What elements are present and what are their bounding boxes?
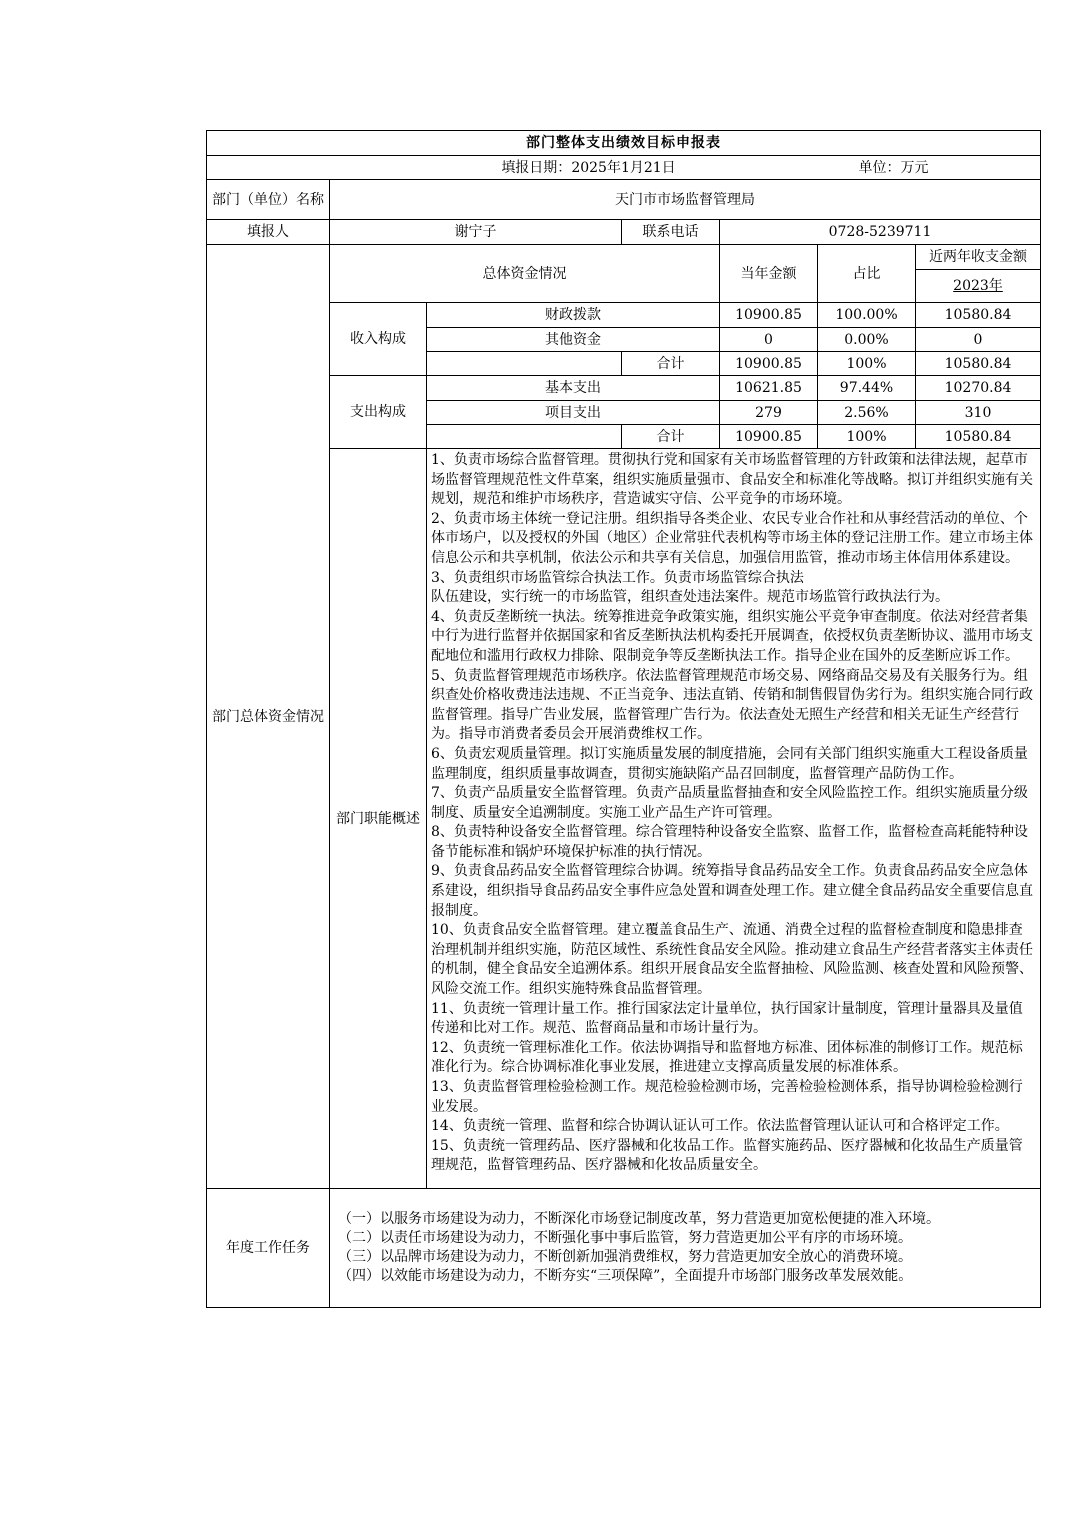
filler-name: 谢宁子 xyxy=(330,220,622,245)
fill-date-row xyxy=(207,156,1041,180)
duty-item: 13、负责监督管理检验检测工作。规范检验检测市场，完善检验检测体系，指导协调检验检测行业发展。 xyxy=(431,1079,1023,1115)
row-name: 财政拨款 xyxy=(427,303,720,328)
row-name: 其他资金 xyxy=(427,328,720,352)
row-amount: 10900.85 xyxy=(720,352,818,376)
row-amount: 10900.85 xyxy=(720,303,818,328)
phone-label: 联系电话 xyxy=(622,220,720,245)
duty-item: 10、负责食品安全监督管理。建立覆盖食品生产、流通、消费全过程的监督检查制度和隐患排查治理机制并组织实施，防范区域性、系统性食品安全风险。推动建立食品生产经营者落实主体责任的机制，健全食品安全追溯体系。组织开展食品安全监督抽检、风险监测、核查处置和风险预警、风险交流工作。组织实施特殊食品监督管理。 xyxy=(431,922,1033,998)
filler-label: 填报人 xyxy=(207,220,330,245)
row-name: 合计 xyxy=(622,425,720,449)
tasks-content xyxy=(330,1189,1041,1308)
task-item: （一）以服务市场建设为动力，不断深化市场登记制度改革，努力营造更加宽松便捷的准入环境。 xyxy=(338,1211,940,1227)
duty-item: 9、负责食品药品安全监督管理综合协调。统筹指导食品药品安全工作。负责食品药品安全应急体系建设，组织指导食品药品安全事件应急处置和调查处理工作。建立健全食品药品安全重要信息直报制度。 xyxy=(431,863,1033,919)
row-name: 项目支出 xyxy=(427,401,720,425)
duty-item: 3、负责组织市场监管综合执法工作。负责市场监管综合执法 xyxy=(431,569,804,586)
duties-content xyxy=(427,449,1041,1189)
duty-item: 5、负责监督管理规范市场秩序。依法监督管理规范市场交易、网络商品交易及有关服务行为。组织查处价格收费违法违规、不正当竞争、违法直销、传销和制售假冒伪劣行为。组织实施合同行政监督管理。指导广告业发展，监督管理广告行为。依法查处无照生产经营和相关无证生产经营行为。指导市消费者委员会开展消费维权工作。 xyxy=(431,667,1033,743)
col-amount-header: 当年金额 xyxy=(720,245,818,303)
duty-item: 11、负责统一管理计量工作。推行国家法定计量单位，执行国家计量制度，管理计量器具及量值传递和比对工作。规范、监督商品量和市场计量行为。 xyxy=(431,1000,1023,1037)
tasks-label: 年度工作任务 xyxy=(207,1189,330,1308)
row-name: 基本支出 xyxy=(427,376,720,401)
dept-name-label: 部门（单位）名称 xyxy=(207,180,330,220)
duty-item: 12、负责统一管理标准化工作。依法协调指导和监督地方标准、团体标准的制修订工作。规范标准化行为。综合协调标准化事业发展，推进建立支撑高质量发展的标准体系。 xyxy=(431,1039,1023,1076)
row-2023: 10580.84 xyxy=(916,352,1041,376)
funds-overview-header: 总体资金情况 xyxy=(330,245,720,303)
row-2023: 10580.84 xyxy=(916,425,1041,449)
row-2023: 310 xyxy=(916,401,1041,425)
phone-number: 0728-5239711 xyxy=(720,220,1041,245)
income-label: 收入构成 xyxy=(330,303,427,376)
row-ratio: 0.00% xyxy=(818,328,916,352)
row-2023: 10580.84 xyxy=(916,303,1041,328)
funds-section-label: 部门总体资金情况 xyxy=(207,245,330,1189)
col-ratio-header: 占比 xyxy=(818,245,916,303)
row-2023: 0 xyxy=(916,328,1041,352)
col-recent-header: 近两年收支金额 xyxy=(916,245,1041,270)
duty-item: 1、负责市场综合监督管理。贯彻执行党和国家有关市场监督管理的方针政策和法律法规，起草市场监督管理规范性文件草案，组织实施质量强市、食品安全和标准化等战略。拟订并组织实施有关规划，规范和维护市场秩序，营造诚实守信、公平竞争的市场环境。 xyxy=(431,452,1033,508)
row-ratio: 97.44% xyxy=(818,376,916,401)
fill-date: 填报日期：2025年1月21日 xyxy=(501,159,676,176)
row-ratio: 100% xyxy=(818,352,916,376)
task-item: （四）以效能市场建设为动力，不断夯实“三项保障”，全面提升市场部门服务改革发展效能。 xyxy=(338,1268,913,1284)
row-amount: 0 xyxy=(720,328,818,352)
row-ratio: 100% xyxy=(818,425,916,449)
unit: 单位：万元 xyxy=(858,159,929,176)
row-2023: 10270.84 xyxy=(916,376,1041,401)
duty-item: 队伍建设，实行统一的市场监管，组织查处违法案件。规范市场监管行政执法行为。 xyxy=(431,589,949,606)
task-item: （三）以品牌市场建设为动力，不断创新加强消费维权，努力营造更加安全放心的消费环境。 xyxy=(338,1249,912,1265)
income-row-fiscal xyxy=(207,303,1041,328)
duty-item: 14、负责统一管理、监督和综合协调认证认可工作。依法监督管理认证认可和合格评定工作。 xyxy=(431,1118,1009,1135)
row-amount: 279 xyxy=(720,401,818,425)
row-ratio: 100.00% xyxy=(818,303,916,328)
performance-form-table xyxy=(206,130,1041,1308)
duties-label: 部门职能概述 xyxy=(330,449,427,1189)
expense-row-basic xyxy=(207,376,1041,401)
duty-item: 4、负责反垄断统一执法。统筹推进竞争政策实施，组织实施公平竞争审查制度。依法对经营者集中行为进行监督并依据国家和省反垄断执法机构委托开展调查，依授权负责垄断协议、滥用市场支配地位和滥用行政权力排除、限制竞争等反垄断执法工作。指导企业在国外的反垄断应诉工作。 xyxy=(431,608,1033,664)
form-title: 部门整体支出绩效目标申报表 xyxy=(207,131,1041,156)
duty-item: 7、负责产品质量安全监督管理。负责产品质量监督抽查和安全风险监控工作。组织实施质量分级制度、质量安全追溯制度。实施工业产品生产许可管理。 xyxy=(431,785,1028,821)
row-spacer xyxy=(427,425,622,449)
dept-name: 天门市市场监督管理局 xyxy=(330,180,1041,220)
row-name: 合计 xyxy=(622,352,720,376)
duty-item: 8、负责特种设备安全监督管理。综合管理特种设备安全监察、监督工作，监督检查高耗能特种设备节能标准和锅炉环境保护标准的执行情况。 xyxy=(431,824,1028,860)
row-spacer xyxy=(427,352,622,376)
duty-item: 6、负责宏观质量管理。拟订实施质量发展的制度措施，会同有关部门组织实施重大工程设备质量监理制度，组织质量事故调查，贯彻实施缺陷产品召回制度，监督管理产品防伪工作。 xyxy=(431,745,1028,782)
row-amount: 10621.85 xyxy=(720,376,818,401)
task-item: （二）以责任市场建设为动力，不断强化事中事后监管，努力营造更加公平有序的市场环境。 xyxy=(338,1230,912,1246)
duty-item: 15、负责统一管理药品、医疗器械和化妆品工作。监督实施药品、医疗器械和化妆品生产质量管理规范，监督管理药品、医疗器械和化妆品质量安全。 xyxy=(431,1137,1023,1174)
row-ratio: 2.56% xyxy=(818,401,916,425)
duty-item: 2、负责市场主体统一登记注册。组织指导各类企业、农民专业合作社和从事经营活动的单位、个体市场户，以及授权的外国（地区）企业常驻代表机构等市场主体的登记注册工作。建立市场主体信息公示和共享机制，依法公示和共享有关信息，加强信用监管，推动市场主体信用体系建设。 xyxy=(431,510,1033,566)
row-amount: 10900.85 xyxy=(720,425,818,449)
expense-label: 支出构成 xyxy=(330,376,427,449)
year-2023-header: 2023年 xyxy=(916,270,1041,303)
